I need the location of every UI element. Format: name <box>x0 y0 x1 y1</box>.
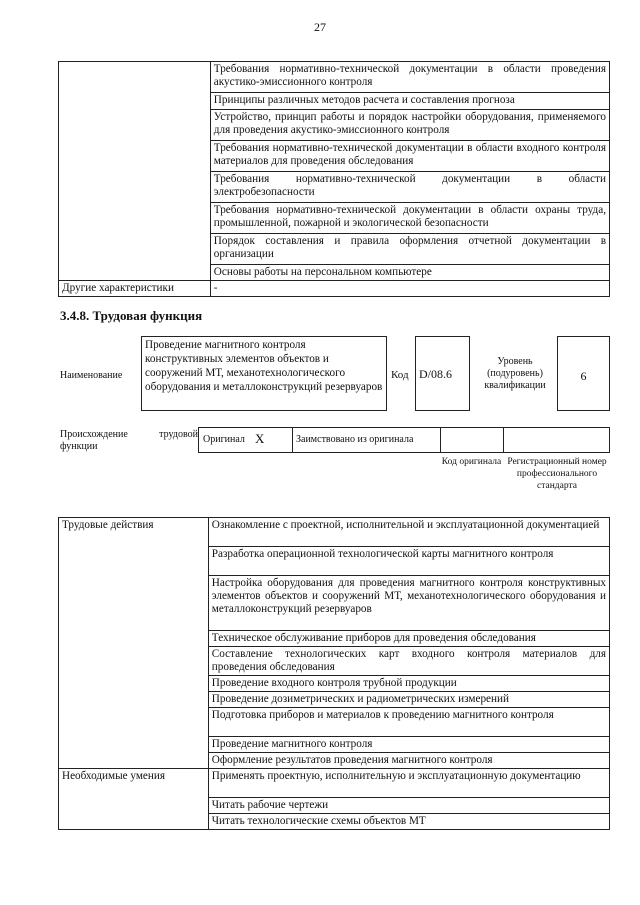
requirement-item: Принципы различных методов расчета и составления прогноза <box>210 93 609 110</box>
borrowed-label: Заимствовано из оригинала <box>296 434 414 445</box>
divider <box>503 427 504 453</box>
function-name-box: Проведение магнитного контроля конструктивных элементов объектов и сооружений МТ, механотехнологического оборудования и металлоконструкций резервуаров <box>141 336 387 411</box>
skill-item: Читать рабочие чертежи <box>208 798 609 814</box>
requirements-table <box>58 61 610 297</box>
original-label: Оригинал <box>203 434 245 445</box>
action-item: Подготовка приборов и материалов к проведению магнитного контроля <box>208 708 609 737</box>
original-mark: X <box>255 431 265 446</box>
registration-number-caption: Регистрационный номер профессионального стандарта <box>507 457 607 491</box>
origin-label-part3: функции <box>60 441 98 452</box>
action-item: Оформление результатов проведения магнитного контроля <box>208 753 609 769</box>
empty-label-cell <box>59 62 211 281</box>
requirement-item: Основы работы на персональном компьютере <box>210 265 609 281</box>
actions-table <box>58 517 610 830</box>
code-original-caption: Код оригинала <box>441 457 502 467</box>
action-item: Ознакомление с проектной, исполнительной и эксплуатационной документацией <box>208 518 609 547</box>
action-item: Разработка операционной технологической карты магнитного контроля <box>208 547 609 576</box>
actions-label: Трудовые действия <box>59 518 209 769</box>
requirement-item: Требования нормативно-технической документации в области электробезопасности <box>210 172 609 203</box>
page-number: 27 <box>314 20 326 34</box>
code-label: Код <box>391 369 409 381</box>
divider <box>440 427 441 453</box>
requirement-item: Порядок составления и правила оформления отчетной документации в организации <box>210 234 609 265</box>
skills-label: Необходимые умения <box>59 769 209 830</box>
table-row <box>59 518 610 547</box>
table-row <box>59 281 610 297</box>
skill-item: Применять проектную, исполнительную и эксплуатационную документацию <box>208 769 609 798</box>
origin-label-part2: трудовой <box>159 429 198 440</box>
action-item: Проведение магнитного контроля <box>208 737 609 753</box>
origin-label-part1: Происхождение <box>60 429 128 440</box>
section-title: 3.4.8. Трудовая функция <box>60 308 203 323</box>
requirement-item: Устройство, принцип работы и порядок настройки оборудования, применяемого для проведения акустико-эмиссионного контроля <box>210 110 609 141</box>
action-item: Составление технологических карт входного контроля материалов для проведения обследования <box>208 647 609 676</box>
qualification-level-box: 6 <box>557 336 610 411</box>
requirement-item: Требования нормативно-технической документации в области входного контроля материалов для проведения обследования <box>210 141 609 172</box>
name-label: Наименование <box>60 370 123 381</box>
other-characteristics-label: Другие характеристики <box>59 281 211 297</box>
action-item: Проведение дозиметрических и радиометрических измерений <box>208 692 609 708</box>
divider <box>292 427 293 453</box>
other-characteristics-value: - <box>210 281 609 297</box>
function-code-box: D/08.6 <box>415 336 470 411</box>
qualification-level-label: Уровень (подуровень) квалификации <box>484 356 546 391</box>
origin-label <box>60 429 198 453</box>
table-row <box>59 769 610 798</box>
action-item: Настройка оборудования для проведения магнитного контроля конструктивных элементов объектов и сооружений МТ, механотехнологического оборудования и металлоконструкций резервуаров <box>208 576 609 631</box>
requirement-item: Требования нормативно-технической документации в области проведения акустико-эмиссионного контроля <box>210 62 609 93</box>
table-row <box>59 62 610 93</box>
action-item: Проведение входного контроля трубной продукции <box>208 676 609 692</box>
requirement-item: Требования нормативно-технической документации в области охраны труда, промышленной, пожарной и экологической безопасности <box>210 203 609 234</box>
skill-item: Читать технологические схемы объектов МТ <box>208 814 609 830</box>
action-item: Техническое обслуживание приборов для проведения обследования <box>208 631 609 647</box>
